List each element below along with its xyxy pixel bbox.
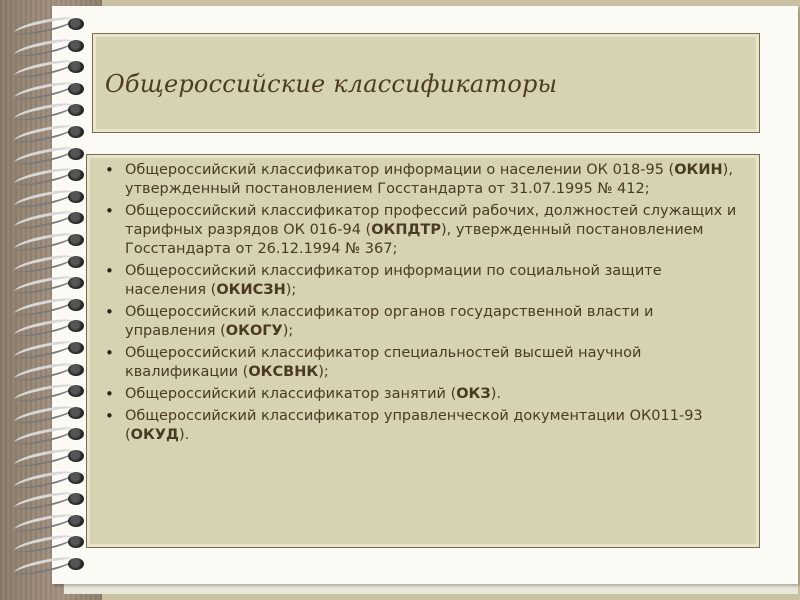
spiral-ring [10, 273, 90, 295]
spiral-ring [10, 381, 90, 403]
bullet-icon: • [105, 407, 114, 425]
paper-edge [64, 584, 798, 594]
slide-title: Общероссийские классификаторы [105, 70, 558, 98]
content-box [86, 154, 760, 548]
spiral-ring [10, 187, 90, 209]
spiral-ring [10, 57, 90, 79]
spiral-ring [10, 403, 90, 425]
spiral-ring [10, 295, 90, 317]
spiral-ring [10, 532, 90, 554]
spiral-ring [10, 360, 90, 382]
bullet-icon: • [105, 202, 114, 220]
spiral-ring [10, 122, 90, 144]
bullet-icon: • [105, 303, 114, 321]
classifier-list [87, 155, 759, 445]
spiral-ring [10, 36, 90, 58]
bullet-icon: • [105, 344, 114, 362]
list-item: • Общероссийский классификатор занятий (ОКЗ). [105, 385, 501, 403]
spiral-ring [10, 554, 90, 576]
list-item: • Общероссийский классификатор специальностей высшей научной квалификации (ОКСВНК); [105, 344, 642, 380]
list-item: • Общероссийский классификатор информации по социальной защите населения (ОКИСЗН); [105, 262, 662, 298]
spiral-ring [10, 144, 90, 166]
spiral-ring [10, 316, 90, 338]
spiral-ring [10, 208, 90, 230]
list-item: • Общероссийский классификатор органов государственной власти и управления (ОКОГУ); [105, 303, 654, 339]
spiral-ring [10, 79, 90, 101]
spiral-ring [10, 446, 90, 468]
spiral-ring [10, 165, 90, 187]
spiral-rings [10, 14, 90, 584]
spiral-ring [10, 230, 90, 252]
spiral-ring [10, 338, 90, 360]
bullet-icon: • [105, 385, 114, 403]
list-item: • Общероссийский классификатор профессий рабочих, должностей служащих и тарифных разрядов ОК 016-94 (ОКПДТР), утвержденный постановлением Госстандарта от 26.12.1994 № 367; [105, 202, 737, 257]
list-item: • Общероссийский классификатор управленческой документации ОК011-93 (ОКУД). [105, 407, 703, 443]
title-box [92, 33, 760, 133]
spiral-ring [10, 424, 90, 446]
bullet-icon: • [105, 161, 114, 179]
spiral-ring [10, 252, 90, 274]
spiral-ring [10, 100, 90, 122]
spiral-ring [10, 14, 90, 36]
spiral-ring [10, 511, 90, 533]
bullet-icon: • [105, 262, 114, 280]
spiral-ring [10, 468, 90, 490]
list-item: • Общероссийский классификатор информации о населении ОК 018-95 (ОКИН), утвержденный постановлением Госстандарта от 31.07.1995 № 412; [105, 161, 733, 197]
spiral-ring [10, 489, 90, 511]
